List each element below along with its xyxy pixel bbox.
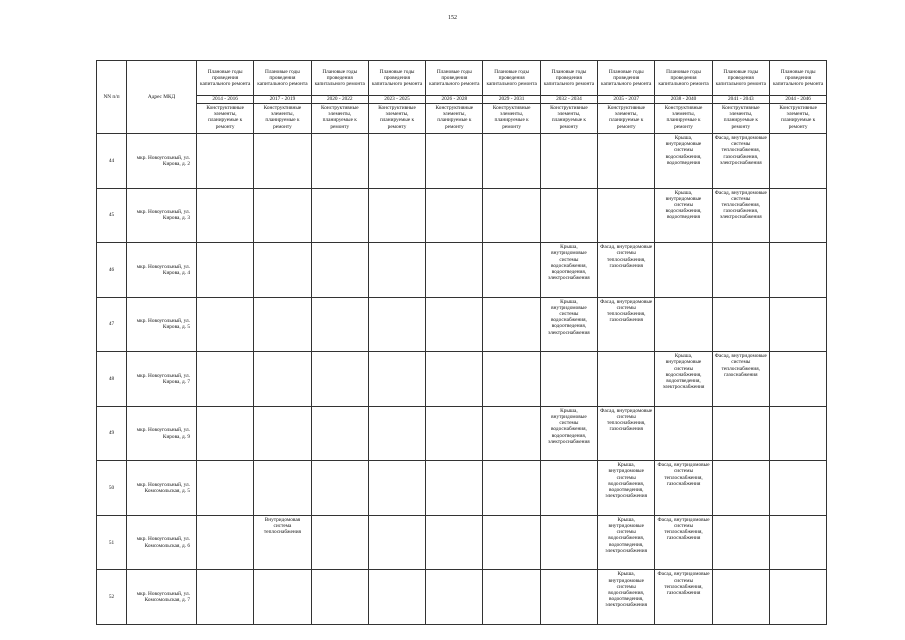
period-label: Плановые годы проведения капитального ремонта bbox=[601, 68, 652, 88]
works-cell: Фасад, внутридомовые системы теплоснабжения, газоснабжения bbox=[598, 297, 655, 352]
period-years: 2035 - 2037 bbox=[598, 95, 654, 103]
works-cell: Фасад, внутридомовые системы теплоснабжения, газоснабжения bbox=[655, 515, 712, 570]
header-elements-7: Конструктивные элементы, планируемые к ремонту bbox=[598, 104, 655, 134]
works-cell bbox=[483, 461, 540, 516]
works-cell bbox=[197, 352, 254, 407]
repair-schedule-table bbox=[96, 60, 827, 625]
works-cell bbox=[311, 134, 368, 189]
works-cell bbox=[311, 352, 368, 407]
works-cell bbox=[483, 570, 540, 625]
header-period-2 bbox=[311, 61, 368, 104]
header-elements-9: Конструктивные элементы, планируемые к ремонту bbox=[712, 104, 769, 134]
row-number: 44 bbox=[97, 134, 127, 189]
period-label: Плановые годы проведения капитального ремонта bbox=[314, 68, 365, 88]
works-cell bbox=[712, 461, 769, 516]
works-cell: Фасад, внутридомовые системы теплоснабжения, газоснабжения bbox=[712, 352, 769, 407]
works-cell bbox=[368, 352, 425, 407]
row-address: мкр. Новоугольный, ул. Комсомольская, д. 6 bbox=[127, 515, 197, 570]
works-cell bbox=[368, 406, 425, 461]
header-num: NN п/п bbox=[97, 61, 127, 134]
works-cell bbox=[197, 515, 254, 570]
header-period-6 bbox=[540, 61, 597, 104]
works-cell bbox=[311, 461, 368, 516]
period-years: 2014 - 2016 bbox=[197, 95, 253, 103]
works-cell bbox=[655, 406, 712, 461]
period-years: 2029 - 2031 bbox=[483, 95, 539, 103]
header-elements-5: Конструктивные элементы, планируемые к ремонту bbox=[483, 104, 540, 134]
row-number: 51 bbox=[97, 515, 127, 570]
works-cell bbox=[540, 515, 597, 570]
works-cell bbox=[483, 188, 540, 243]
works-cell bbox=[311, 515, 368, 570]
works-cell bbox=[598, 134, 655, 189]
works-cell bbox=[368, 297, 425, 352]
row-number: 52 bbox=[97, 570, 127, 625]
works-cell bbox=[769, 297, 826, 352]
works-cell bbox=[540, 461, 597, 516]
works-cell: Фасад, внутридомовые системы теплоснабжения, газоснабжения bbox=[655, 461, 712, 516]
works-cell: Крыша, внутридомовые системы водоснабжения, водоотведения, электроснабжения bbox=[540, 406, 597, 461]
works-cell bbox=[254, 570, 311, 625]
row-number: 46 bbox=[97, 243, 127, 298]
table-row bbox=[97, 461, 827, 516]
works-cell bbox=[197, 243, 254, 298]
works-cell bbox=[655, 297, 712, 352]
table-row bbox=[97, 570, 827, 625]
period-years: 2032 - 2034 bbox=[541, 95, 597, 103]
works-cell bbox=[426, 570, 483, 625]
header-period-9 bbox=[712, 61, 769, 104]
works-cell bbox=[311, 188, 368, 243]
row-address: мкр. Новоугольный, ул. Комсомольская, д. 7 bbox=[127, 570, 197, 625]
works-cell bbox=[769, 406, 826, 461]
works-cell: Крыша, внутридомовые системы водоснабжения, водоотведения bbox=[655, 134, 712, 189]
period-years: 2023 - 2025 bbox=[369, 95, 425, 103]
works-cell bbox=[426, 297, 483, 352]
works-cell bbox=[254, 461, 311, 516]
works-cell: Фасад, внутридомовые системы теплоснабжения, газоснабжения, электроснабжения bbox=[712, 188, 769, 243]
header-elements-0: Конструктивные элементы, планируемые к ремонту bbox=[197, 104, 254, 134]
row-address: мкр. Новоугольный, ул. Кирова, д. 3 bbox=[127, 188, 197, 243]
row-number: 45 bbox=[97, 188, 127, 243]
works-cell: Крыша, внутридомовые системы водоснабжения, водоотведения, электроснабжения bbox=[540, 243, 597, 298]
row-address: мкр. Новоугольный, ул. Кирова, д. 4 bbox=[127, 243, 197, 298]
period-years: 2020 - 2022 bbox=[312, 95, 368, 103]
header-period-8 bbox=[655, 61, 712, 104]
row-address: мкр. Новоугольный, ул. Кирова, д. 7 bbox=[127, 352, 197, 407]
works-cell bbox=[426, 406, 483, 461]
table-row bbox=[97, 406, 827, 461]
header-elements-4: Конструктивные элементы, планируемые к ремонту bbox=[426, 104, 483, 134]
works-cell bbox=[311, 406, 368, 461]
works-cell: Крыша, внутридомовые системы водоснабжения, водоотведения, электроснабжения bbox=[598, 461, 655, 516]
table-row bbox=[97, 515, 827, 570]
period-years: 2038 - 2040 bbox=[655, 95, 711, 103]
works-cell bbox=[655, 243, 712, 298]
works-cell bbox=[483, 297, 540, 352]
works-cell bbox=[769, 570, 826, 625]
table-row bbox=[97, 297, 827, 352]
header-row-elements bbox=[97, 104, 827, 134]
row-number: 47 bbox=[97, 297, 127, 352]
works-cell bbox=[311, 243, 368, 298]
works-cell bbox=[712, 515, 769, 570]
header-period-0 bbox=[197, 61, 254, 104]
works-cell bbox=[197, 134, 254, 189]
period-years: 2017 - 2019 bbox=[254, 95, 310, 103]
works-cell: Крыша, внутридомовые системы водоснабжения, водоотведения bbox=[655, 188, 712, 243]
table-row bbox=[97, 134, 827, 189]
works-cell bbox=[197, 406, 254, 461]
header-elements-3: Конструктивные элементы, планируемые к ремонту bbox=[368, 104, 425, 134]
works-cell bbox=[426, 243, 483, 298]
works-cell bbox=[769, 515, 826, 570]
works-cell bbox=[712, 570, 769, 625]
works-cell bbox=[483, 134, 540, 189]
works-cell: Крыша, внутридомовые системы водоснабжения, водоотведения, электроснабжения bbox=[598, 515, 655, 570]
header-elements-1: Конструктивные элементы, планируемые к ремонту bbox=[254, 104, 311, 134]
works-cell bbox=[598, 352, 655, 407]
row-address: мкр. Новоугольный, ул. Кирова, д. 2 bbox=[127, 134, 197, 189]
row-address: мкр. Новоугольный, ул. Комсомольская, д. 5 bbox=[127, 461, 197, 516]
works-cell bbox=[712, 297, 769, 352]
works-cell bbox=[426, 188, 483, 243]
works-cell bbox=[712, 406, 769, 461]
works-cell bbox=[254, 297, 311, 352]
works-cell bbox=[311, 297, 368, 352]
row-number: 50 bbox=[97, 461, 127, 516]
works-cell bbox=[712, 243, 769, 298]
works-cell bbox=[368, 134, 425, 189]
works-cell: Крыша, внутридомовые системы водоснабжения, водоотведения, электроснабжения bbox=[598, 570, 655, 625]
row-address: мкр. Новоугольный, ул. Кирова, д. 9 bbox=[127, 406, 197, 461]
works-cell bbox=[368, 243, 425, 298]
header-period-3 bbox=[368, 61, 425, 104]
header-elements-2: Конструктивные элементы, планируемые к ремонту bbox=[311, 104, 368, 134]
header-elements-8: Конструктивные элементы, планируемые к ремонту bbox=[655, 104, 712, 134]
works-cell bbox=[540, 188, 597, 243]
works-cell bbox=[426, 134, 483, 189]
works-cell bbox=[426, 515, 483, 570]
works-cell bbox=[540, 352, 597, 407]
works-cell bbox=[197, 461, 254, 516]
works-cell: Фасад, внутридомовые системы теплоснабжения, газоснабжения bbox=[598, 243, 655, 298]
period-label: Плановые годы проведения капитального ремонта bbox=[543, 68, 595, 88]
works-cell bbox=[769, 461, 826, 516]
works-cell bbox=[483, 243, 540, 298]
period-label: Плановые годы проведения капитального ремонта bbox=[486, 68, 537, 88]
row-number: 48 bbox=[97, 352, 127, 407]
header-period-7 bbox=[598, 61, 655, 104]
works-cell: Крыша, внутридомовые системы водоснабжения, водоотведения, электроснабжения bbox=[655, 352, 712, 407]
header-period-1 bbox=[254, 61, 311, 104]
works-cell bbox=[368, 461, 425, 516]
works-cell: Фасад, внутридомовые системы теплоснабжения, газоснабжения bbox=[655, 570, 712, 625]
period-label: Плановые годы проведения капитального ремонта bbox=[658, 68, 709, 88]
works-cell bbox=[769, 243, 826, 298]
works-cell bbox=[197, 297, 254, 352]
works-cell bbox=[540, 134, 597, 189]
works-cell bbox=[311, 570, 368, 625]
period-label: Плановые годы проведения капитального ремонта bbox=[257, 68, 308, 88]
works-cell bbox=[368, 515, 425, 570]
header-period-5 bbox=[483, 61, 540, 104]
works-cell: Фасад, внутридомовые системы теплоснабжения, газоснабжения bbox=[598, 406, 655, 461]
works-cell bbox=[769, 188, 826, 243]
works-cell bbox=[769, 134, 826, 189]
header-period-10 bbox=[769, 61, 826, 104]
works-cell: Фасад, внутридомовые системы теплоснабжения, газоснабжения, электроснабжения bbox=[712, 134, 769, 189]
works-cell bbox=[197, 570, 254, 625]
works-cell bbox=[254, 134, 311, 189]
header-elements-6: Конструктивные элементы, планируемые к ремонту bbox=[540, 104, 597, 134]
works-cell: Внутридомовая система теплоснабжения bbox=[254, 515, 311, 570]
period-label: Плановые годы проведения капитального ремонта bbox=[199, 68, 251, 88]
header-elements-10: Конструктивные элементы, планируемые к ремонту bbox=[769, 104, 826, 134]
row-address: мкр. Новоугольный, ул. Кирова, д. 5 bbox=[127, 297, 197, 352]
works-cell bbox=[598, 188, 655, 243]
works-cell bbox=[254, 243, 311, 298]
works-cell bbox=[540, 570, 597, 625]
works-cell bbox=[254, 352, 311, 407]
works-cell: Крыша, внутридомовые системы водоснабжения, водоотведения, электроснабжения bbox=[540, 297, 597, 352]
table-row bbox=[97, 188, 827, 243]
table-row bbox=[97, 243, 827, 298]
works-cell bbox=[483, 406, 540, 461]
header-address: Адрес МКД bbox=[127, 61, 197, 134]
works-cell bbox=[254, 406, 311, 461]
period-years: 2026 - 2028 bbox=[426, 95, 482, 103]
period-years: 2041 - 2043 bbox=[713, 95, 769, 103]
period-years: 2044 - 2046 bbox=[770, 95, 826, 103]
works-cell bbox=[426, 352, 483, 407]
period-label: Плановые годы проведения капитального ремонта bbox=[715, 68, 766, 88]
row-number: 49 bbox=[97, 406, 127, 461]
works-cell bbox=[368, 188, 425, 243]
table-row bbox=[97, 352, 827, 407]
header-row-periods bbox=[97, 61, 827, 104]
period-label: Плановые годы проведения капитального ремонта bbox=[772, 68, 824, 88]
works-cell bbox=[254, 188, 311, 243]
page-number: 152 bbox=[448, 15, 457, 21]
works-cell bbox=[769, 352, 826, 407]
period-label: Плановые годы проведения капитального ремонта bbox=[371, 68, 423, 88]
works-cell bbox=[483, 352, 540, 407]
works-cell bbox=[483, 515, 540, 570]
header-period-4 bbox=[426, 61, 483, 104]
works-cell bbox=[426, 461, 483, 516]
works-cell bbox=[368, 570, 425, 625]
works-cell bbox=[197, 188, 254, 243]
period-label: Плановые годы проведения капитального ремонта bbox=[429, 68, 480, 88]
table-body bbox=[97, 134, 827, 625]
